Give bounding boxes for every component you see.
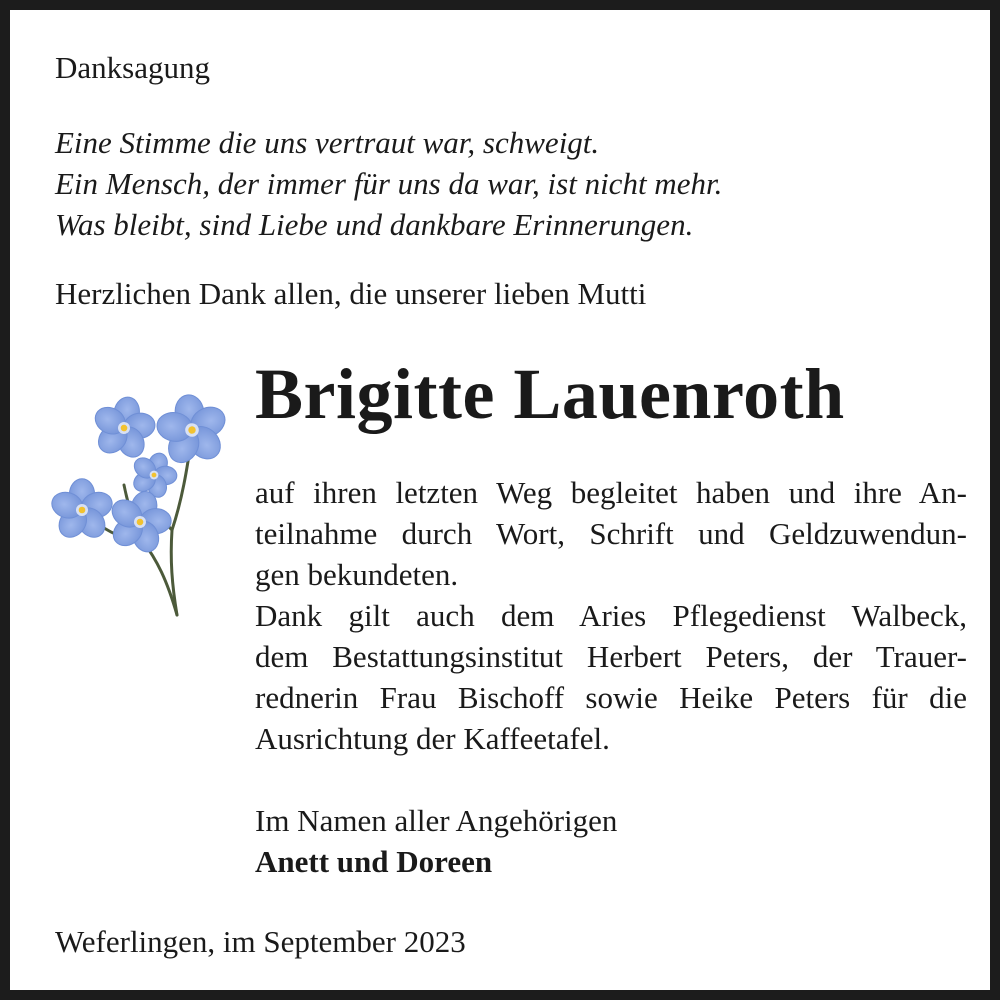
poem-line: Was bleibt, sind Liebe und dankbare Erinnerungen. xyxy=(55,207,694,242)
body-line: rednerin Frau Bischoff sowie Heike Peters für die xyxy=(255,680,967,715)
signoff-line: Im Namen aller Angehörigen xyxy=(255,803,618,838)
body-line: teilnahme durch Wort, Schrift und Geldzuwendun- xyxy=(255,516,967,551)
body-line: auf ihren letzten Weg begleitet haben und ihre An- xyxy=(255,475,967,510)
signoff-names: Anett und Doreen xyxy=(255,844,493,879)
flower-bloom xyxy=(99,483,180,562)
heading: Danksagung xyxy=(55,50,210,85)
intro-line: Herzlichen Dank allen, die unserer lieben Mutti xyxy=(55,276,647,311)
poem xyxy=(55,122,722,245)
poem-line: Eine Stimme die uns vertraut war, schweigt. xyxy=(55,125,600,160)
deceased-name: Brigitte Lauenroth xyxy=(255,354,845,434)
place-date: Weferlingen, im September 2023 xyxy=(55,924,466,959)
poem-line: Ein Mensch, der immer für uns da war, ist nicht mehr. xyxy=(55,166,723,201)
forget-me-not-flower-icon xyxy=(32,370,257,620)
signoff xyxy=(255,800,617,882)
body-line: gen bekundeten. xyxy=(255,557,459,592)
body-line: Ausrichtung der Kaffeetafel. xyxy=(255,721,610,756)
body-line: dem Bestattungsinstitut Herbert Peters, der Trauer- xyxy=(255,639,967,674)
body-text xyxy=(255,472,967,759)
body-line: Dank gilt auch dem Aries Pflegedienst Walbeck, xyxy=(255,598,967,633)
flower-bloom xyxy=(85,391,162,466)
flower-bloom xyxy=(48,479,115,543)
